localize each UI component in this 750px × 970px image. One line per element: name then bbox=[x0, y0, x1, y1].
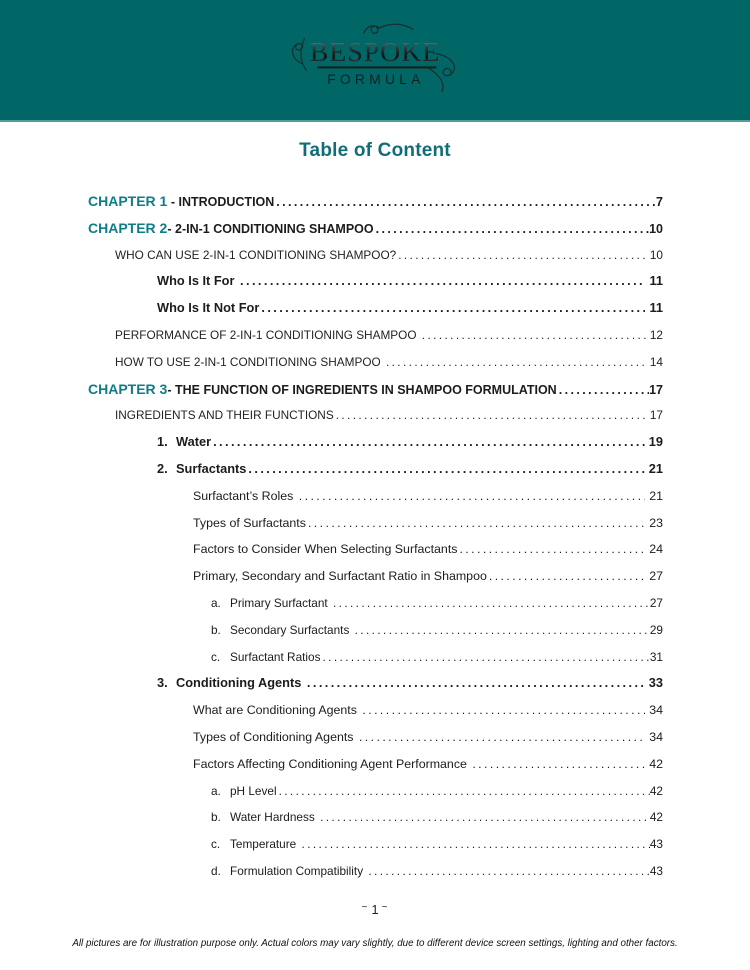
toc-item-title: Secondary Surfactants bbox=[230, 622, 353, 637]
toc-item-title: Surfactant’s Roles bbox=[193, 488, 297, 503]
toc-separator: - bbox=[167, 382, 175, 397]
dot-leader-icon bbox=[323, 644, 650, 671]
toc-item-marker: 3. bbox=[157, 675, 168, 691]
toc-item-title: pH Level bbox=[230, 783, 277, 798]
toc-item-title: Temperature bbox=[230, 837, 300, 852]
toc-item-title: Primary, Secondary and Surfactant Ratio in Shampoo bbox=[193, 569, 487, 584]
dot-leader-icon bbox=[299, 483, 645, 510]
toc-page-number: 11 bbox=[649, 273, 663, 289]
toc-page-number: 33 bbox=[648, 675, 663, 691]
dot-leader-icon bbox=[308, 510, 645, 537]
toc-page-number: 14 bbox=[649, 354, 663, 369]
toc-item-title: INGREDIENTS AND THEIR FUNCTIONS bbox=[115, 408, 334, 423]
toc-chapter-prefix: CHAPTER 2 bbox=[88, 219, 168, 236]
toc-page-number: 31 bbox=[649, 649, 663, 664]
toc-entry[interactable] bbox=[88, 697, 663, 724]
toc-item-title: Water Hardness bbox=[230, 810, 319, 825]
toc-entry[interactable] bbox=[88, 536, 663, 563]
toc-entry[interactable] bbox=[88, 376, 663, 403]
dot-leader-icon bbox=[336, 402, 646, 429]
toc-item-marker: b. bbox=[211, 810, 221, 825]
toc-page-number: 21 bbox=[648, 460, 663, 476]
toc-page-number: 27 bbox=[649, 569, 663, 584]
toc-entry[interactable] bbox=[88, 188, 663, 215]
toc-entry[interactable] bbox=[88, 804, 663, 831]
toc-item-title: Primary Surfactant bbox=[230, 595, 331, 610]
toc-page-number: 43 bbox=[649, 863, 663, 878]
page-number-value: 1 bbox=[371, 902, 379, 917]
toc-item-title: Factors Affecting Conditioning Agent Performance bbox=[193, 756, 471, 771]
toc-entry[interactable] bbox=[88, 617, 663, 644]
toc-page-number: 17 bbox=[649, 382, 663, 397]
dot-leader-icon bbox=[276, 189, 656, 216]
toc-page-number: 42 bbox=[649, 783, 663, 798]
toc-page-number: 24 bbox=[649, 542, 663, 557]
toc-entry[interactable] bbox=[88, 295, 663, 322]
toc-item-title: Types of Conditioning Agents bbox=[193, 729, 357, 744]
toc-entry[interactable] bbox=[88, 429, 663, 456]
toc-item-title: Types of Surfactants bbox=[193, 515, 306, 530]
dot-leader-icon bbox=[333, 590, 650, 617]
toc-item-marker: 2. bbox=[157, 460, 168, 476]
toc-separator: - bbox=[167, 221, 175, 236]
dot-leader-icon bbox=[359, 724, 645, 751]
table-of-contents bbox=[88, 188, 663, 885]
dot-leader-icon bbox=[459, 536, 645, 563]
toc-page-number: 34 bbox=[649, 729, 663, 744]
toc-chapter-prefix: CHAPTER 1 bbox=[88, 193, 168, 209]
toc-entry[interactable] bbox=[88, 402, 663, 429]
header-banner bbox=[0, 0, 750, 122]
toc-item-title: Who Is It Not For bbox=[157, 300, 260, 316]
toc-item-title: Water bbox=[176, 434, 212, 450]
toc-entry[interactable] bbox=[88, 858, 663, 885]
toc-entry[interactable] bbox=[88, 670, 663, 697]
toc-item-title: PERFORMANCE OF 2-IN-1 CONDITIONING SHAMPOO bbox=[115, 327, 420, 342]
dot-leader-icon bbox=[213, 429, 645, 456]
toc-page-number: 11 bbox=[649, 300, 663, 316]
toc-entry[interactable] bbox=[88, 242, 663, 269]
toc-page-number: 29 bbox=[649, 622, 663, 637]
toc-entry[interactable] bbox=[88, 831, 663, 858]
dot-leader-icon bbox=[261, 295, 645, 322]
toc-entry[interactable] bbox=[88, 322, 663, 349]
dot-leader-icon bbox=[320, 804, 650, 831]
toc-entry[interactable] bbox=[88, 483, 663, 510]
dot-leader-icon bbox=[355, 617, 650, 644]
toc-item-title: WHO CAN USE 2-IN-1 CONDITIONING SHAMPOO? bbox=[115, 247, 397, 262]
brand-logo bbox=[282, 20, 468, 100]
dot-leader-icon bbox=[422, 322, 646, 349]
toc-page-number: 23 bbox=[649, 515, 663, 530]
toc-entry[interactable] bbox=[88, 215, 663, 242]
dot-leader-icon bbox=[368, 858, 650, 885]
dot-leader-icon bbox=[386, 349, 646, 376]
toc-item-title: What are Conditioning Agents bbox=[193, 703, 361, 718]
dot-leader-icon bbox=[307, 670, 645, 697]
toc-page-number: 17 bbox=[649, 408, 663, 423]
toc-item-title: Surfactant Ratios bbox=[230, 649, 321, 664]
toc-item-title: Factors to Consider When Selecting Surfactants bbox=[193, 542, 458, 557]
toc-page-number: 7 bbox=[656, 195, 663, 209]
dot-leader-icon bbox=[279, 778, 650, 805]
toc-item-marker: a. bbox=[211, 595, 221, 610]
page-number-tilde-left: ~ bbox=[361, 902, 369, 913]
toc-item-title: Who Is It For bbox=[157, 273, 239, 289]
dot-leader-icon bbox=[362, 697, 645, 724]
toc-entry[interactable] bbox=[88, 751, 663, 778]
toc-entry[interactable] bbox=[88, 644, 663, 671]
toc-item-title: THE FUNCTION OF INGREDIENTS IN SHAMPOO FORMULATION bbox=[175, 382, 557, 397]
toc-page-number: 12 bbox=[649, 327, 663, 342]
toc-item-marker: c. bbox=[211, 837, 221, 852]
toc-separator: - bbox=[167, 195, 179, 209]
toc-entry[interactable] bbox=[88, 590, 663, 617]
dot-leader-icon bbox=[376, 216, 649, 243]
toc-chapter-prefix: CHAPTER 3 bbox=[88, 380, 168, 397]
toc-item-marker: b. bbox=[211, 622, 221, 637]
page-title: Table of Content bbox=[299, 140, 451, 161]
toc-item-title: 2-IN-1 CONDITIONING SHAMPOO bbox=[175, 221, 374, 236]
dot-leader-icon bbox=[489, 563, 645, 590]
disclaimer-text: All pictures are for illustration purpose only. Actual colors may vary slightly, due to different device screen settings, lighting and other factors. bbox=[72, 938, 678, 949]
toc-entry[interactable] bbox=[88, 456, 663, 483]
toc-entry[interactable] bbox=[88, 268, 663, 295]
toc-item-title: INTRODUCTION bbox=[178, 195, 275, 209]
toc-entry[interactable] bbox=[88, 563, 663, 590]
toc-page-number: 10 bbox=[649, 221, 663, 236]
page-number-tilde-right: ~ bbox=[381, 902, 389, 913]
toc-entry[interactable] bbox=[88, 724, 663, 751]
toc-entry[interactable] bbox=[88, 510, 663, 537]
toc-page-number: 43 bbox=[649, 837, 663, 852]
toc-entry[interactable] bbox=[88, 349, 663, 376]
dot-leader-icon bbox=[398, 242, 646, 269]
toc-page-number: 42 bbox=[649, 810, 663, 825]
toc-page-number: 34 bbox=[649, 703, 663, 718]
toc-item-title: Surfactants bbox=[176, 460, 247, 476]
toc-item-title: Formulation Compatibility bbox=[230, 863, 367, 878]
toc-item-marker: d. bbox=[211, 863, 221, 878]
toc-page-number: 10 bbox=[649, 247, 663, 262]
toc-item-marker: c. bbox=[211, 649, 221, 664]
toc-item-title: Conditioning Agents bbox=[176, 675, 305, 691]
toc-page-number: 19 bbox=[648, 434, 663, 450]
toc-item-title: HOW TO USE 2-IN-1 CONDITIONING SHAMPOO bbox=[115, 354, 384, 369]
page-number-footer bbox=[0, 902, 750, 917]
toc-item-marker: 1. bbox=[157, 434, 168, 450]
toc-entry[interactable] bbox=[88, 778, 663, 805]
dot-leader-icon bbox=[240, 268, 645, 295]
dot-leader-icon bbox=[472, 751, 645, 778]
toc-page-number: 27 bbox=[649, 595, 663, 610]
toc-item-marker: a. bbox=[211, 783, 221, 798]
brand-name: BESPOKE bbox=[309, 36, 441, 68]
toc-page-number: 42 bbox=[649, 756, 663, 771]
dot-leader-icon bbox=[559, 377, 649, 404]
dot-leader-icon bbox=[302, 831, 650, 858]
brand-subtitle: FORMULA bbox=[327, 71, 425, 88]
dot-leader-icon bbox=[248, 456, 644, 483]
toc-page-number: 21 bbox=[649, 488, 663, 503]
